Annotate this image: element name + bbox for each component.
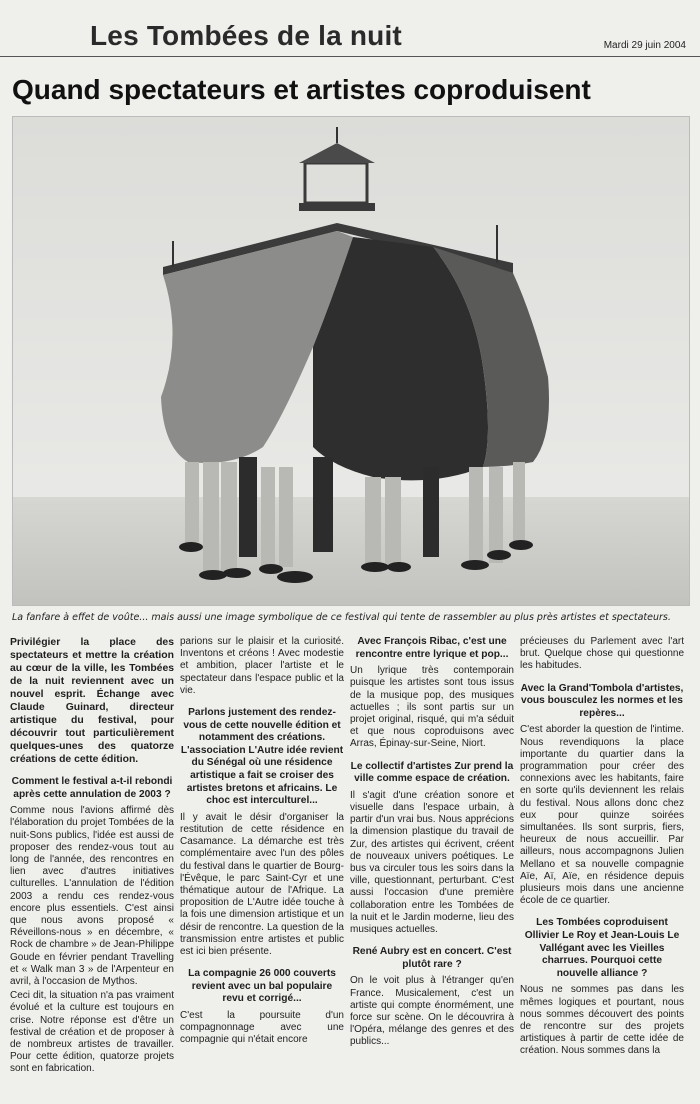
article-column-2 (180, 636, 344, 1104)
interview-question: Avec la Grand'Tombola d'artistes, vous bousculez les normes et les repères... (520, 682, 684, 719)
article-body (10, 636, 690, 1104)
interview-answer: Un lyrique très contemporain puisque les artistes sont tous issus de la musique pop, des musiques actuelles ; ils sont partis sur un projet original, risqué, qui m'a séduit et que nous coproduisons avec Arras, Épinay-sur-Seine, Niort. (350, 665, 514, 750)
article-column-3 (350, 636, 514, 1104)
interview-answer: Il s'agit d'une création sonore et visuelle dans l'espace urbain, à partir d'un vrai bus. Nous apprécions la dimension plastique du travail de Zur, des artistes qui écrivent, créent de nouveaux univers poétiques. Le bus va circuler tous les soirs dans la ville, questionnant, perturbant. C'est aussi l'occasion d'une première collaboration entre les Tombées de la nuit et le Jardin moderne, lieu des musiques actuelles. (350, 789, 514, 936)
page-header (0, 0, 700, 70)
interview-question: René Aubry est en concert. C'est plutôt rare ? (352, 946, 512, 970)
article-column-1 (10, 636, 174, 1104)
interview-answer: C'est la poursuite d'un compagnonnage avec une compagnie qui n'était encore (180, 1009, 344, 1046)
interview-question: La compagnie 26 000 couverts revient avec un bal populaire revu et corrigé... (188, 968, 336, 1005)
interview-answer: Nous ne sommes pas dans les mêmes logiques et pourtant, nous nous sommes découvert des points de rencontre sur des projets artistiques à partir de cette idée de création. Nous sommes dans la (520, 984, 684, 1057)
interview-answer: Il y avait le désir d'organiser la restitution de cette résidence en Casamance. La démarche est très complémentaire avec l'un des pôles du festival dans le quartier de Bourg-l'Évêque, le parc Saint-Cyr et une thématique autour de l'Afrique. La proposition de L'Autre idée touche à la fois une dimension artistique et un désir de rencontre. La question de la transmission entre artistes et public est ici bien présente. (180, 811, 344, 957)
photo-caption: La fanfare à effet de voûte... mais aussi une image symbolique de ce festival qui tente de rassembler au plus près artistes et spectateurs. (12, 612, 671, 623)
header-rule (0, 56, 700, 57)
article-headline: Quand spectateurs et artistes coproduisent (12, 74, 591, 105)
section-title: Les Tombées de la nuit (90, 20, 402, 51)
article-column-4 (520, 636, 684, 1104)
interview-question: Le collectif d'artistes Zur prend la ville comme espace de création. (350, 760, 514, 785)
interview-answer: Ceci dit, la situation n'a pas vraiment évolué et la culture est toujours en crise. Notre réponse est d'être un festival de création et de proposer à de nombreux artistes de travailler. Pour cette édition, quatorze projets sont en fabrication. (10, 990, 174, 1075)
publication-date: Mardi 29 juin 2004 (603, 40, 686, 51)
article-photo (12, 116, 690, 606)
interview-question: Les Tombées coproduisent Ollivier Le Roy et Jean-Louis Le Vallégant avec les Vieilles charrues. Pourquoi cette nouvelle alliance ? (524, 917, 680, 979)
interview-question: Avec François Ribac, c'est une rencontre entre lyrique et pop... (355, 636, 509, 660)
interview-answer: précieuses du Parlement avec l'art brut. Quelque chose qui questionne les habitudes. (520, 636, 684, 672)
interview-answer: parions sur le plaisir et la curiosité. Inventons et créons ! Avec modestie et ambition, placer l'artiste et le spectateur dans l'espace public et la vie. (180, 636, 344, 696)
interview-question: Comment le festival a-t-il rebondi après cette annulation de 2003 ? (11, 776, 173, 800)
interview-question: Parlons justement des rendez-vous de cette nouvelle édition et notamment des créations. L'association L'Autre idée revient du Sénégal où une résidence artistique a fait se croiser des artistes bretons et africains. Le choc est interculturel... (180, 707, 344, 807)
interview-answer: C'est aborder la question de l'intime. Nous revendiquons la place importante du quartier dans la programmation pour créer des connexions avec les habitants, faire en sorte qu'ils deviennent les relais du festival. Nous allons donc chez eux pour quinze soirées simultanées. Ils sont surpris, fiers, heureux de nous accueillir. Par ailleurs, nous accompagnons Julien Mellano et sa nouvelle compagnie Aïe, Aï, Aïe, en résidence depuis plusieurs mois dans une ancienne école de ce quartier. (520, 724, 684, 907)
interview-answer: On le voit plus à l'étranger qu'en France. Musicalement, c'est un artiste qui compte énormément, une force sur scène. On le découvrira à l'Opéra, mélange des genres et des publics... (350, 975, 514, 1048)
interview-answer: Comme nous l'avions affirmé dès l'élaboration du projet Tombées de la nuit-Sons publics, l'idée est aussi de proposer des rendez-vous tout au long de l'année, des rencontres en lien avec d'autres initiatives culturelles. L'annulation de l'édition 2003 a rendu ces rendez-vous encore plus essentiels. C'est ainsi que nous avons proposé « Réveillons-nous » en décembre, « Rock de chambre » de Jean-Philippe Goude en février pendant Travelling et « Walk man 3 » de l'Arpenteur en avril, à l'occasion de Mythos. (10, 805, 174, 988)
kiosk-photo-illustration (13, 117, 689, 605)
article-lead: Privilégier la place des spectateurs et mettre la création au cœur de la ville, les Tombées de la nuit reviennent avec un nouvel esprit. Échange avec Claude Guinard, directeur artistique du festival, pour découvrir tout particulièrement quelques-unes des quatorze créations de cette édition. (10, 637, 174, 765)
